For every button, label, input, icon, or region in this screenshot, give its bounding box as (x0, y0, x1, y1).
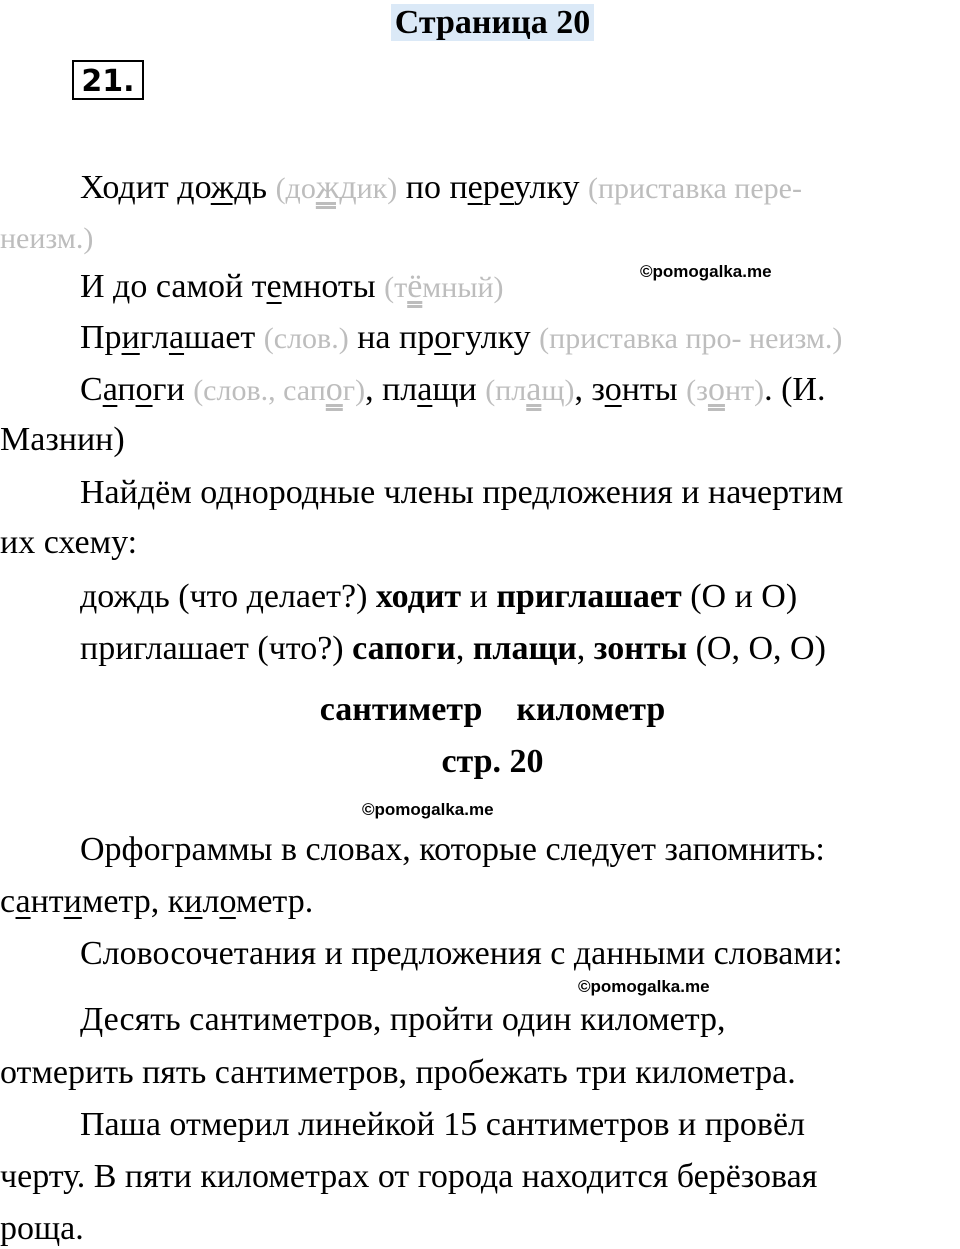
text-segment: С (80, 371, 103, 408)
annotation-text: (слов., сап (193, 374, 326, 407)
text-segment: шает (184, 319, 264, 356)
orthogram-letter: и (121, 319, 140, 356)
text-line (80, 1105, 805, 1145)
text-line (80, 473, 843, 513)
text-segment: дождь (что делает?) (80, 578, 376, 615)
text-line (0, 882, 313, 922)
text-line (0, 523, 137, 563)
text-segment: стр. 20 (441, 743, 544, 780)
text-segment: зонты (593, 630, 688, 667)
annotation-text: ик) (356, 172, 398, 205)
orthogram-letter: о (434, 319, 452, 356)
text-line (0, 1053, 796, 1093)
orthogram-letter: а (417, 371, 433, 408)
text-segment: нты (621, 371, 687, 408)
annotation-text: (слов.) (263, 322, 349, 355)
text-segment: , пл (365, 371, 418, 408)
text-segment: улку (513, 169, 588, 206)
text-line (80, 830, 825, 870)
text-segment: (О и О) (681, 578, 798, 615)
annotation-text: (приставка пере- (588, 172, 802, 205)
watermark: ©pomogalka.me (640, 262, 772, 281)
text-segment: плащи (472, 630, 577, 667)
text-segment: . (И. (764, 371, 826, 408)
watermark: ©pomogalka.me (362, 800, 494, 819)
text-segment: черту. В пяти километрах от города находится берёзовая (0, 1158, 818, 1195)
text-segment: Словосочетания и предложения с данными словами: (80, 935, 843, 972)
text-line (80, 318, 842, 359)
text-segment: сапоги (352, 630, 456, 667)
annotation-text: мный) (422, 271, 504, 304)
text-segment: ь (251, 169, 276, 206)
text-segment: Десять сантиметров, пройти один километр, (80, 1001, 726, 1038)
text-segment: Найдём однородные члены предложения и начертим (80, 474, 844, 511)
orthogram-letter: е (499, 169, 514, 206)
text-line (80, 629, 826, 669)
page-title-text: Страница 20 (391, 4, 594, 41)
text-segment: гл (139, 319, 169, 356)
orthogram-letter: и (184, 883, 203, 920)
orthogram-letter: е (266, 268, 282, 305)
text-segment: нт (30, 883, 64, 920)
orthogram-letter: и (63, 883, 82, 920)
annotation-text: г) (342, 374, 366, 407)
page-title (0, 4, 960, 42)
text-segment: мноты (281, 268, 385, 305)
text-segment: ходит (375, 578, 462, 615)
orthogram-letter: а (15, 883, 31, 920)
text-segment: , (455, 630, 473, 667)
orthogram-letter: а (102, 371, 118, 408)
text-segment: их схему: (0, 524, 138, 561)
text-line (0, 1157, 817, 1197)
text-segment: Ходит до (80, 169, 211, 206)
text-segment: Паша отмерил линейкой 15 сантиметров и провёл (80, 1106, 806, 1143)
text-line (0, 420, 125, 460)
text-line (80, 267, 504, 308)
text-line (0, 218, 93, 259)
text-segment: п (117, 371, 136, 408)
annotation-text: о (325, 371, 343, 408)
text-segment: (О, О, О) (687, 630, 826, 667)
text-segment: отмерить пять сантиметров, пробежать три километра. (0, 1054, 796, 1091)
orthogram-letter: о (219, 883, 236, 920)
annotation-text: (до (275, 172, 316, 205)
annotation-text: ё (407, 268, 423, 305)
text-segment: приглашает (496, 578, 682, 615)
text-segment: ги (152, 371, 194, 408)
text-segment: , з (574, 371, 605, 408)
text-segment: с (0, 883, 16, 920)
text-line (80, 1000, 726, 1040)
annotation-text: о (707, 371, 725, 408)
text-segment: И до самой т (80, 268, 267, 305)
text-line (0, 742, 960, 782)
annotation-text: неизм.) (0, 222, 94, 255)
annotation-text: жд (315, 169, 357, 206)
annotation-text: (з (686, 374, 708, 407)
text-segment: сантиметр километр (319, 691, 666, 728)
text-line (80, 934, 843, 974)
text-segment: щи (432, 371, 486, 408)
text-line (0, 690, 960, 730)
text-segment: метр, к (81, 883, 185, 920)
text-segment: Мазнин) (0, 421, 125, 458)
text-line (80, 577, 797, 617)
annotation-text: щ) (541, 374, 575, 407)
text-segment: и (461, 578, 497, 615)
orthogram-letter: жд (210, 169, 252, 206)
text-segment: по п (397, 169, 468, 206)
text-line (80, 168, 802, 209)
text-segment: гулку (451, 319, 540, 356)
orthogram-letter: о (135, 371, 153, 408)
orthogram-letter: о (604, 371, 622, 408)
watermark: ©pomogalka.me (578, 977, 710, 996)
text-segment: р (482, 169, 500, 206)
text-line (0, 1209, 84, 1249)
orthogram-letter: е (467, 169, 483, 206)
text-segment: Пр (80, 319, 122, 356)
annotation-text: нт) (724, 374, 765, 407)
text-line (80, 370, 825, 411)
text-segment: роща. (0, 1210, 84, 1247)
annotation-text: (приставка про- неизм.) (539, 322, 843, 355)
text-segment: , (576, 630, 594, 667)
exercise-number: 21. (72, 60, 144, 100)
annotation-text: а (526, 371, 542, 408)
text-segment: л (202, 883, 220, 920)
text-segment: Орфограммы в словах, которые следует запомнить: (80, 831, 825, 868)
text-segment: приглашает (что?) (80, 630, 353, 667)
text-segment: на пр (348, 319, 435, 356)
annotation-text: (пл (485, 374, 527, 407)
text-segment: метр. (235, 883, 314, 920)
orthogram-letter: а (168, 319, 185, 356)
annotation-text: (т (384, 271, 408, 304)
